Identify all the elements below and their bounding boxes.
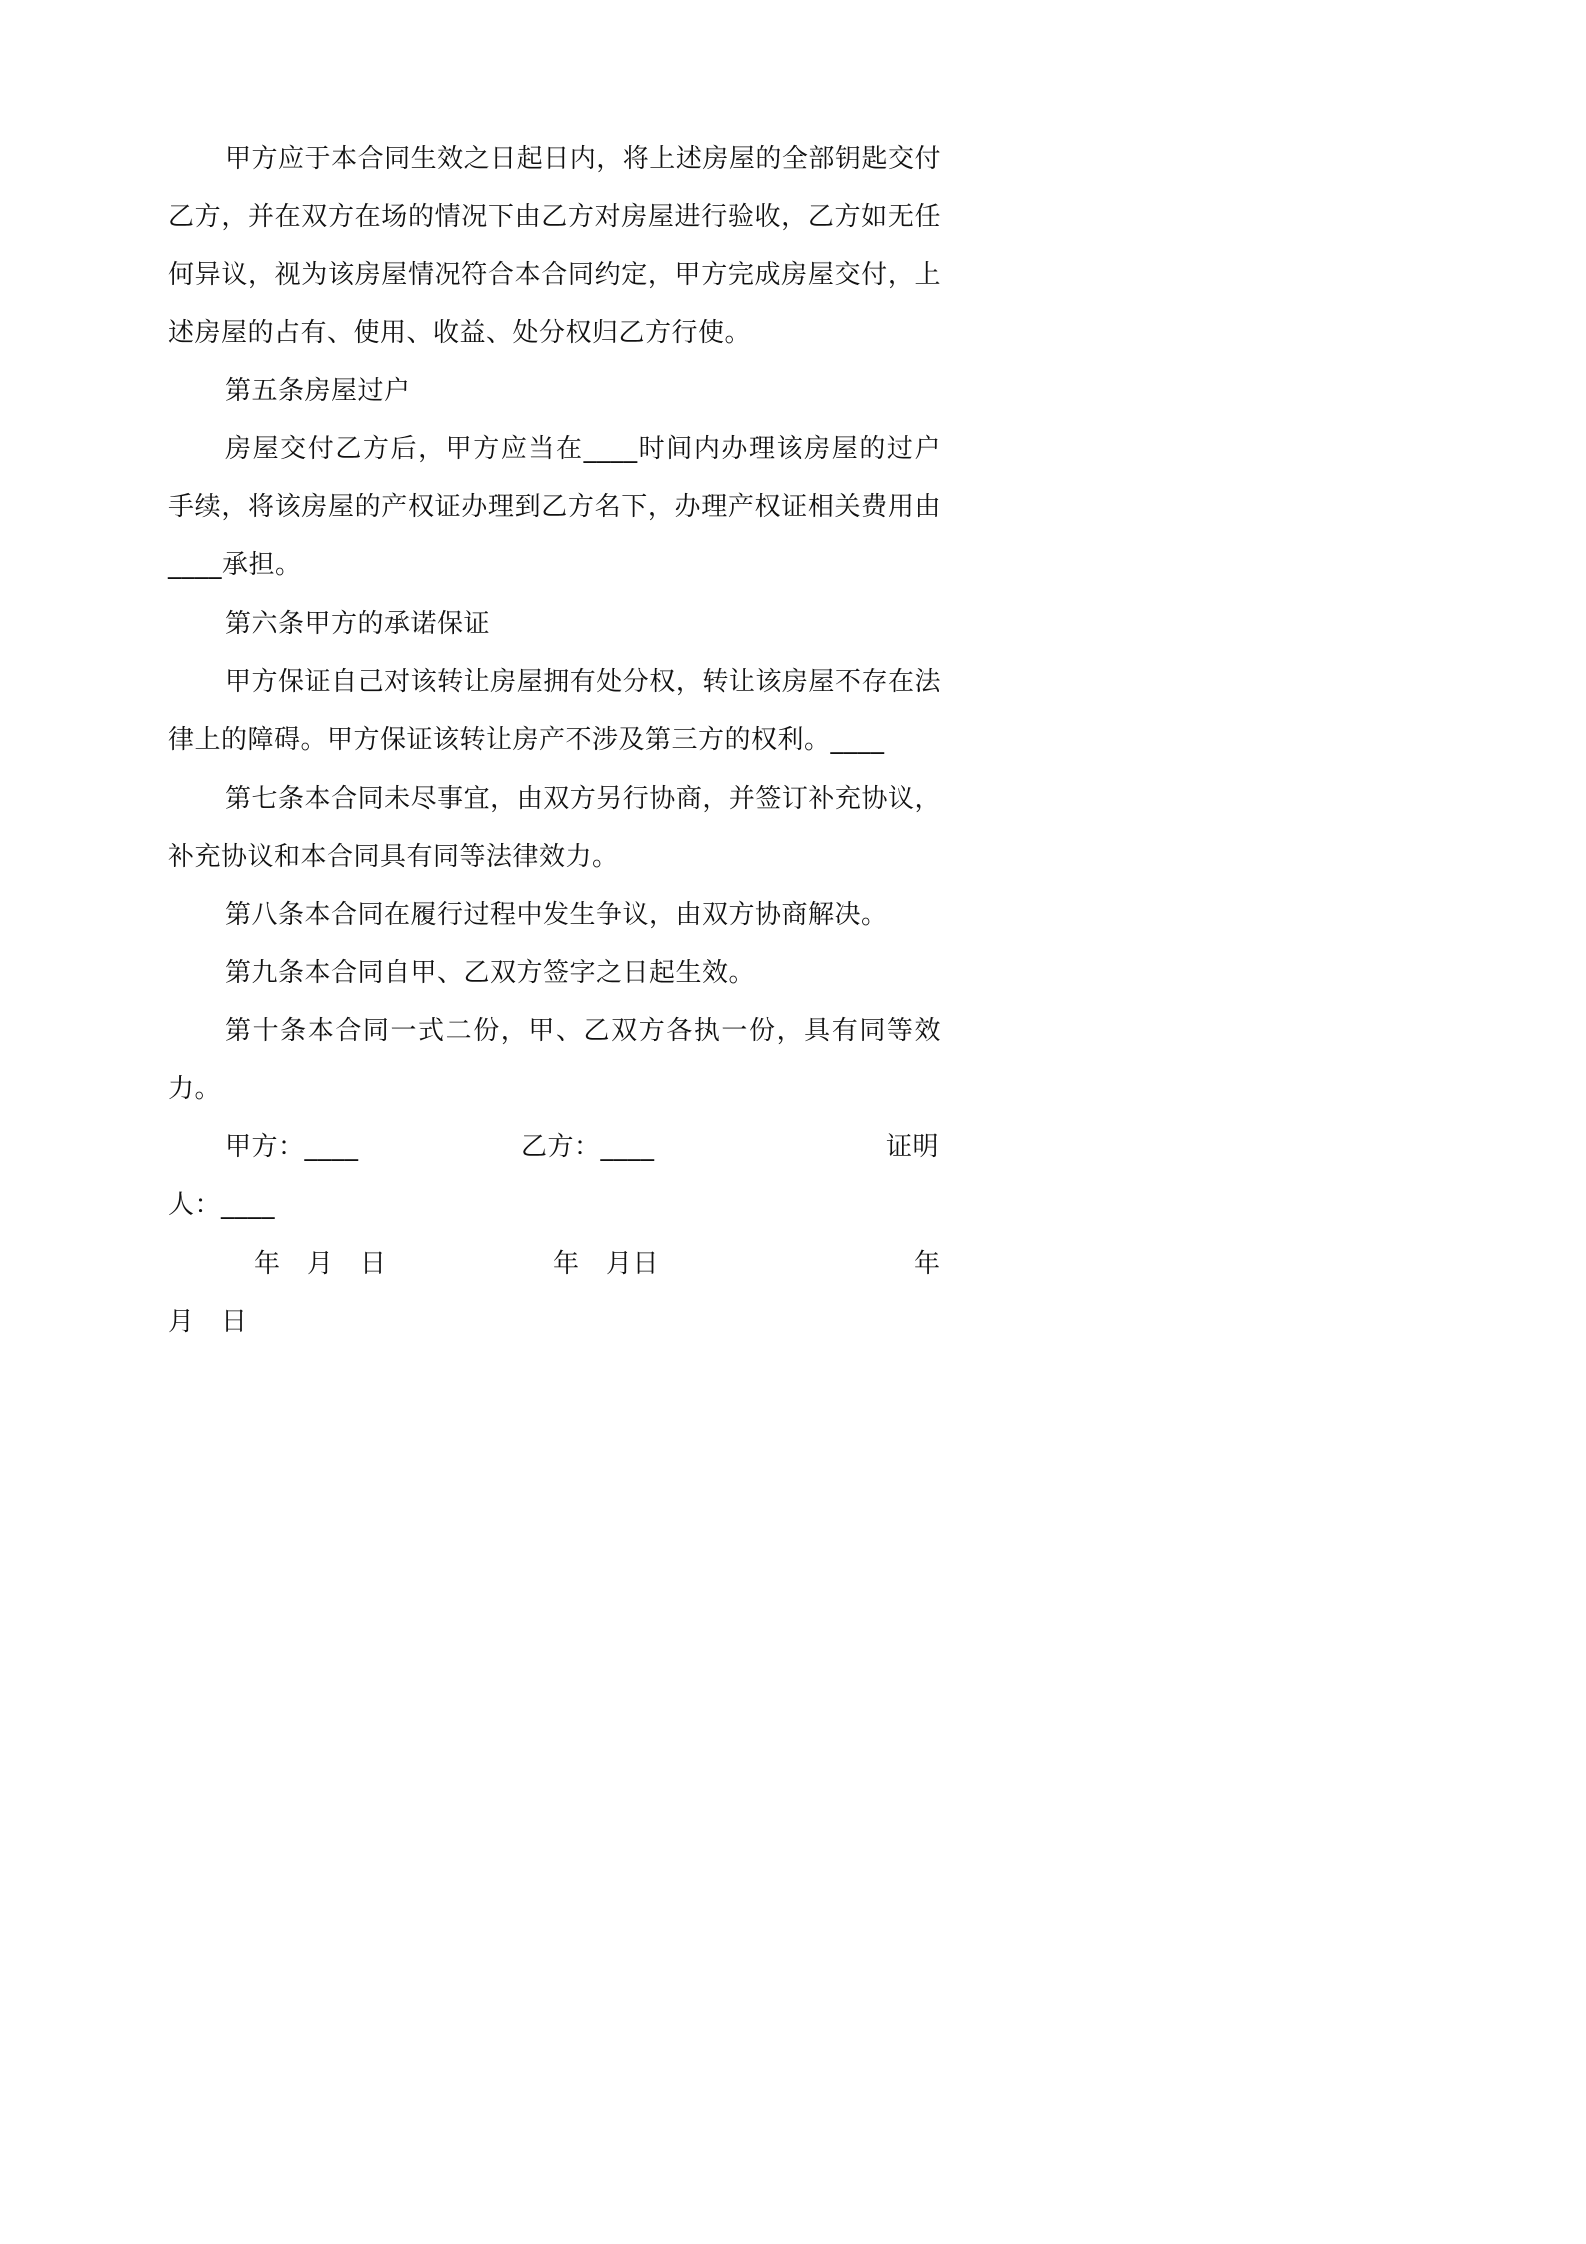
date-witness-year: 年 xyxy=(914,1249,941,1279)
signature-party-a: 甲方：____ xyxy=(225,1132,359,1162)
signature-witness: 人：____ xyxy=(168,1190,276,1220)
heading-article-6: 第六条甲方的承诺保证 xyxy=(225,609,491,639)
paragraph-guarantee: 甲方保证自己对该转让房屋拥有处分权，转让该房屋不存在法律上的障碍。甲方保证该转让房产不涉及第三方的权利。____ xyxy=(168,667,941,755)
date-party-b: 年 月日 xyxy=(553,1249,660,1279)
document-page xyxy=(0,0,1100,1556)
paragraph-article-7: 第七条本合同未尽事宜，由双方另行协商，并签订补充协议，补充协议和本合同具有同等法律效力。 xyxy=(168,784,941,872)
signature-party-b: 乙方：____ xyxy=(521,1132,655,1162)
paragraph-delivery: 甲方应于本合同生效之日起日内，将上述房屋的全部钥匙交付乙方，并在双方在场的情况下由乙方对房屋进行验收，乙方如无任何异议，视为该房屋情况符合本合同约定，甲方完成房屋交付，上述房屋的占有、使用、收益、处分权归乙方行使。 xyxy=(168,144,941,348)
paragraph-transfer: 房屋交付乙方后，甲方应当在____时间内办理该房屋的过户手续，将该房屋的产权证办理到乙方名下，办理产权证相关费用由____承担。 xyxy=(168,434,941,580)
paragraph-article-10: 第十条本合同一式二份，甲、乙双方各执一份，具有同等效力。 xyxy=(168,1016,941,1104)
date-witness-month-day: 月 日 xyxy=(168,1307,248,1337)
paragraph-article-8: 第八条本合同在履行过程中发生争议，由双方协商解决。 xyxy=(225,900,888,930)
paragraph-article-9: 第九条本合同自甲、乙双方签字之日起生效。 xyxy=(225,958,756,988)
heading-article-5: 第五条房屋过户 xyxy=(225,376,411,406)
signature-witness-label: 证明 xyxy=(886,1132,940,1162)
date-party-a: 年 月 日 xyxy=(254,1249,387,1279)
